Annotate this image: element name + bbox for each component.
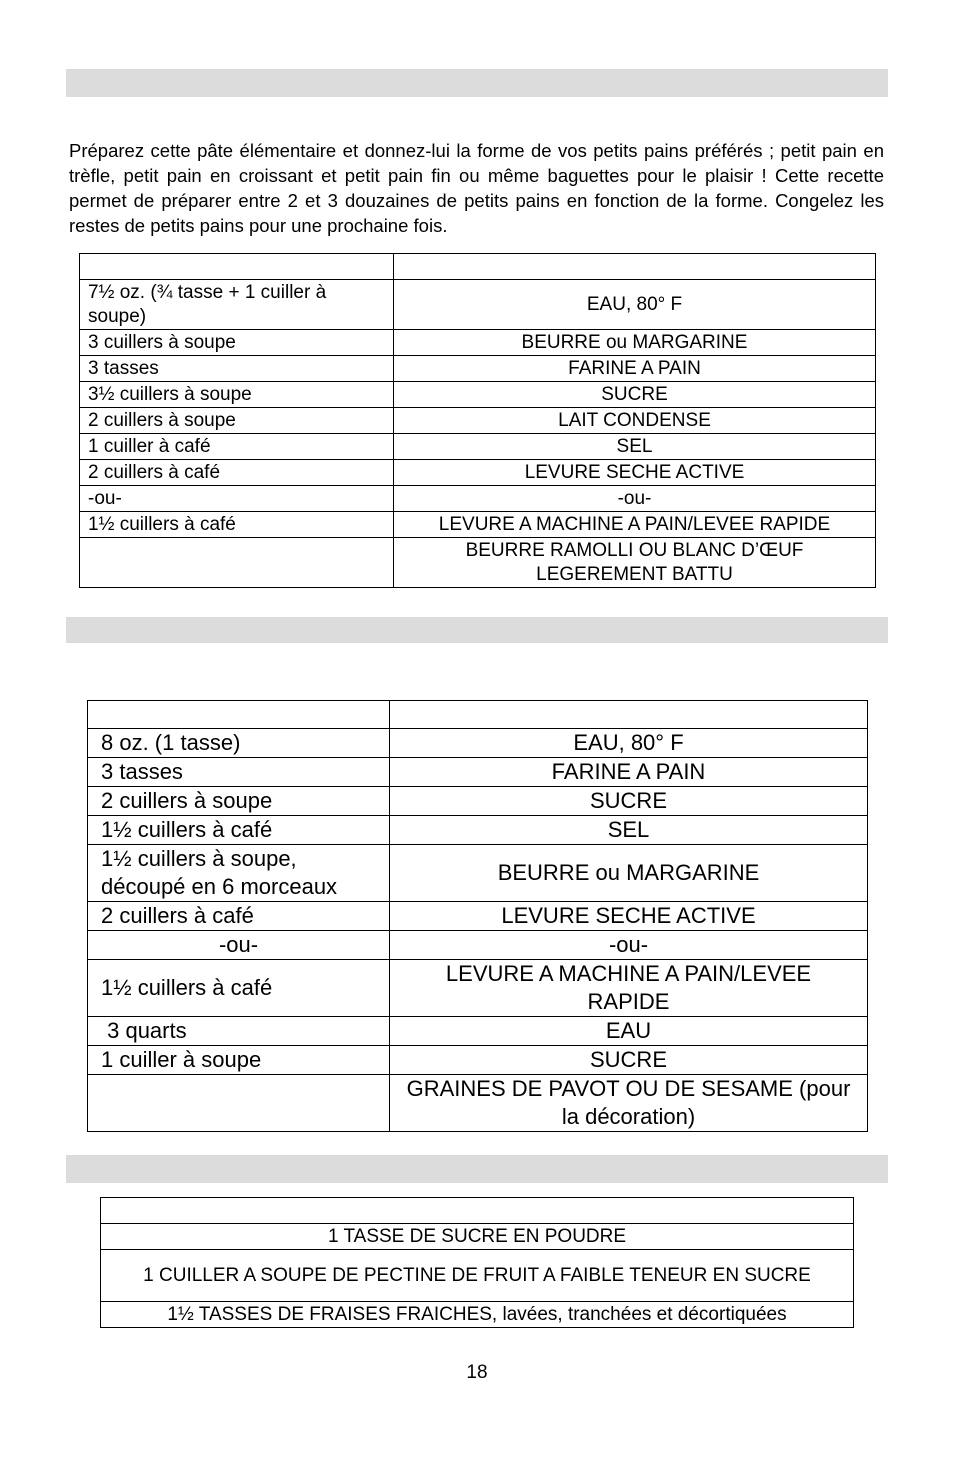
qty-cell: 3 quarts [88,1017,390,1046]
ingredient-cell [394,254,876,280]
qty-cell: 3½ cuillers à soupe [80,382,394,408]
ingredient-cell: SUCRE [394,382,876,408]
qty-cell: -ou- [88,931,390,960]
table-row [80,254,876,280]
qty-cell: 1 cuiller à café [80,434,394,460]
ingredient-cell: SUCRE [390,1046,868,1075]
qty-cell: 8 oz. (1 tasse) [88,729,390,758]
table-row [88,758,868,787]
table-row [101,1302,854,1328]
qty-cell: 1½ cuillers à café [88,960,390,1017]
qty-cell: 1½ cuillers à café [88,816,390,845]
table-row [80,486,876,512]
ingredient-cell: LEVURE A MACHINE A PAIN/LEVEE RAPIDE [394,512,876,538]
qty-cell: 3 tasses [88,758,390,787]
qty-cell: 2 cuillers à café [88,902,390,931]
ingredient-cell: FARINE A PAIN [394,356,876,382]
table-row [80,408,876,434]
table-row [101,1250,854,1302]
qty-cell: 1½ cuillers à soupe, découpé en 6 morceaux [88,845,390,902]
table-row [80,512,876,538]
ingredient-cell: BEURRE RAMOLLI OU BLANC D’ŒUF LEGEREMENT BATTU [394,538,876,588]
ingredient-cell: SEL [394,434,876,460]
qty-cell: 2 cuillers à soupe [88,787,390,816]
section-header-bar-3 [66,1155,888,1183]
recipe-table-2 [87,700,868,1132]
ingredient-cell: FARINE A PAIN [390,758,868,787]
ingredient-cell: LEVURE SECHE ACTIVE [394,460,876,486]
ingredient-cell: 1½ TASSES DE FRAISES FRAICHES, lavées, tranchées et décortiquées [101,1302,854,1328]
table-row [88,787,868,816]
ingredient-cell: SEL [390,816,868,845]
table-row [101,1198,854,1224]
table-row [80,356,876,382]
table-row [88,1017,868,1046]
section-header-bar-2 [66,617,888,643]
section-header-bar-1 [66,69,888,97]
ingredient-cell: LEVURE SECHE ACTIVE [390,902,868,931]
recipe-table-1 [79,253,876,588]
qty-cell [80,254,394,280]
ingredient-cell: LEVURE A MACHINE A PAIN/LEVEE RAPIDE [390,960,868,1017]
ingredient-cell: EAU, 80° F [390,729,868,758]
qty-cell: 2 cuillers à soupe [80,408,394,434]
table-row [88,960,868,1017]
table-row [80,538,876,588]
ingredient-cell: GRAINES DE PAVOT OU DE SESAME (pour la décoration) [390,1075,868,1132]
ingredient-cell: 1 CUILLER A SOUPE DE PECTINE DE FRUIT A FAIBLE TENEUR EN SUCRE [101,1250,854,1302]
ingredient-cell: BEURRE ou MARGARINE [390,845,868,902]
table-row [80,434,876,460]
table-row [80,460,876,486]
table-row [88,816,868,845]
ingredient-cell [390,701,868,729]
qty-cell: 2 cuillers à café [80,460,394,486]
ingredient-cell: LAIT CONDENSE [394,408,876,434]
qty-cell: 3 tasses [80,356,394,382]
table-row [88,1075,868,1132]
ingredient-cell: -ou- [390,931,868,960]
recipe-table-3 [100,1197,854,1328]
table-row [88,729,868,758]
table-row [88,845,868,902]
qty-cell [88,701,390,729]
page-number: 18 [466,1362,488,1383]
qty-cell [80,538,394,588]
qty-cell: 1 cuiller à soupe [88,1046,390,1075]
table-row [88,931,868,960]
table-row [88,1046,868,1075]
table-row [80,382,876,408]
ingredient-cell: 1 TASSE DE SUCRE EN POUDRE [101,1224,854,1250]
ingredient-cell: EAU [390,1017,868,1046]
qty-cell: -ou- [80,486,394,512]
qty-cell: 3 cuillers à soupe [80,330,394,356]
ingredient-cell [101,1198,854,1224]
table-row [88,701,868,729]
table-row [80,330,876,356]
ingredient-cell: BEURRE ou MARGARINE [394,330,876,356]
table-row [101,1224,854,1250]
ingredient-cell: -ou- [394,486,876,512]
ingredient-cell: EAU, 80° F [394,280,876,330]
table-row [80,280,876,330]
ingredient-cell: SUCRE [390,787,868,816]
qty-cell: 1½ cuillers à café [80,512,394,538]
table-row [88,902,868,931]
qty-cell [88,1075,390,1132]
qty-cell: 7½ oz. (¾ tasse + 1 cuiller à soupe) [80,280,394,330]
intro-paragraph: Préparez cette pâte élémentaire et donnez-lui la forme de vos petits pains préférés ; petit pain en trèfle, petit pain en croissant et petit pain fin ou même baguettes pour le plaisir ! Cette recette permet de préparer entre 2 et 3 douzaines de petits pains en fonction de la forme. Congelez les restes de petits pains pour une prochaine fois. [69,140,884,236]
